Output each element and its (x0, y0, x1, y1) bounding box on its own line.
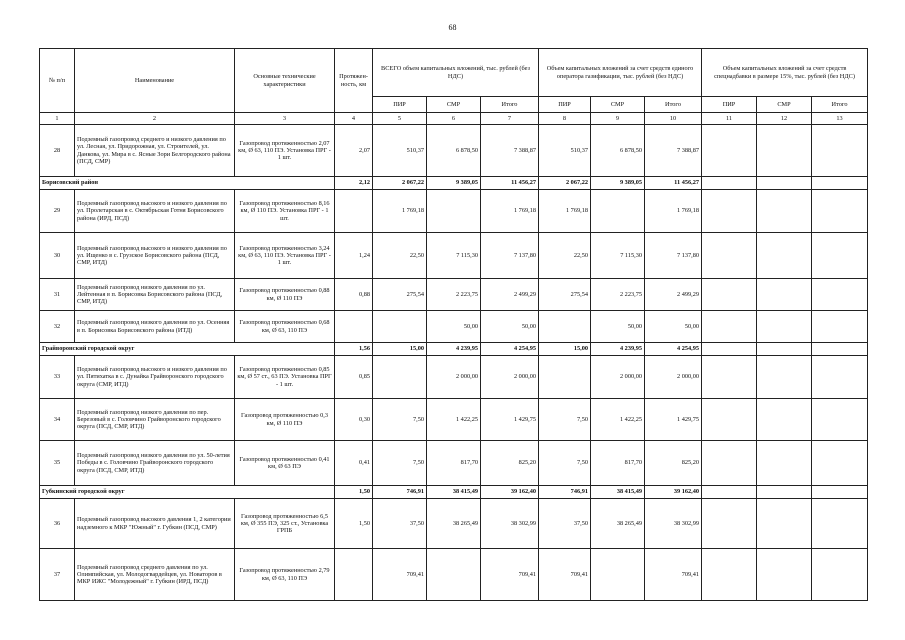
operator-smr: 50,00 (591, 311, 645, 343)
empty-cell (757, 190, 812, 233)
total-smr: 1 422,25 (427, 399, 481, 441)
header-operator-group: Объем капитальных вложений за счет средств единого оператора газификации, тыс. рублей (без НДС) (539, 49, 702, 97)
empty-cell (757, 399, 812, 441)
empty-cell (757, 499, 812, 549)
empty-cell (812, 279, 868, 311)
total-smr (427, 549, 481, 601)
investment-table (39, 48, 868, 601)
total-sum: 1 429,75 (481, 399, 539, 441)
total-pir: 1 769,18 (373, 190, 427, 233)
row-number: 36 (40, 499, 75, 549)
row-number: 32 (40, 311, 75, 343)
total-smr: 9 389,05 (427, 177, 481, 190)
operator-smr (591, 549, 645, 601)
total-pir: 2 067,22 (373, 177, 427, 190)
total-pir: 7,50 (373, 399, 427, 441)
operator-smr: 817,70 (591, 441, 645, 486)
tech-characteristics: Газопровод протяженностью 0,41 км, Ø 63 ПЭ (235, 441, 335, 486)
object-name: Подземный газопровод низкого давления по ул. 50-летия Победы в с. Головчино Грайворонского городского округа (ПСД, СМР, ИТД) (75, 441, 235, 486)
object-name: Подземный газопровод среднего и низкого давления по ул. Лесная, ул. Придорожная, ул. Строителей, ул. Данкова, ул. Мира в с. Ясные Зори Белгородского района (ПСД, СМР) (75, 125, 235, 177)
operator-sum: 825,20 (645, 441, 702, 486)
table-row (40, 233, 868, 279)
header-smr: СМР (427, 97, 481, 113)
empty-cell (757, 441, 812, 486)
total-sum: 1 769,18 (481, 190, 539, 233)
empty-cell (702, 190, 757, 233)
header-pir: ПИР (539, 97, 591, 113)
operator-sum: 7 388,87 (645, 125, 702, 177)
total-smr: 817,70 (427, 441, 481, 486)
empty-cell (702, 549, 757, 601)
length-km: 0,88 (335, 279, 373, 311)
column-number: 7 (481, 113, 539, 125)
empty-cell (757, 549, 812, 601)
length-km: 1,50 (335, 486, 373, 499)
length-km: 1,50 (335, 499, 373, 549)
object-name: Подземный газопровод низкого давления по ул. Осенняя в п. Борисовка Борисовского района (ИТД) (75, 311, 235, 343)
table-row (40, 499, 868, 549)
empty-cell (702, 356, 757, 399)
length-km: 2,07 (335, 125, 373, 177)
total-smr (427, 190, 481, 233)
header-tech: Основные технические характеристики (235, 49, 335, 113)
section-name: Грайворонский городской округ (40, 343, 335, 356)
operator-pir: 709,41 (539, 549, 591, 601)
empty-cell (702, 233, 757, 279)
empty-cell (812, 499, 868, 549)
empty-cell (757, 356, 812, 399)
empty-cell (757, 311, 812, 343)
tech-characteristics: Газопровод протяженностью 2,79 км, Ø 63, 110 ПЭ (235, 549, 335, 601)
total-pir: 7,50 (373, 441, 427, 486)
table-row (40, 311, 868, 343)
operator-sum: 2 000,00 (645, 356, 702, 399)
total-smr: 6 878,50 (427, 125, 481, 177)
table-row (40, 441, 868, 486)
operator-smr: 38 265,49 (591, 499, 645, 549)
length-km: 1,56 (335, 343, 373, 356)
row-number: 31 (40, 279, 75, 311)
tech-characteristics: Газопровод протяженностью 0,88 км, Ø 110 ПЭ (235, 279, 335, 311)
section-name: Губкинский городской округ (40, 486, 335, 499)
empty-cell (812, 399, 868, 441)
row-number: 37 (40, 549, 75, 601)
header-name: Наименование (75, 49, 235, 113)
operator-smr: 2 223,75 (591, 279, 645, 311)
empty-cell (702, 177, 757, 190)
header-smr: СМР (757, 97, 812, 113)
total-sum: 7 137,80 (481, 233, 539, 279)
column-number: 1 (40, 113, 75, 125)
empty-cell (702, 499, 757, 549)
operator-pir: 7,50 (539, 441, 591, 486)
total-pir: 709,41 (373, 549, 427, 601)
operator-pir: 510,37 (539, 125, 591, 177)
column-number: 13 (812, 113, 868, 125)
table-row (40, 279, 868, 311)
empty-cell (812, 190, 868, 233)
operator-pir: 15,00 (539, 343, 591, 356)
operator-sum: 709,41 (645, 549, 702, 601)
page-number: 68 (448, 23, 457, 32)
column-number: 11 (702, 113, 757, 125)
operator-smr: 1 422,25 (591, 399, 645, 441)
table-row (40, 549, 868, 601)
operator-sum: 1 429,75 (645, 399, 702, 441)
empty-cell (702, 311, 757, 343)
tech-characteristics: Газопровод протяженностью 8,16 км, Ø 110 ПЭ. Установка ПРГ - 1 шт. (235, 190, 335, 233)
column-number: 10 (645, 113, 702, 125)
tech-characteristics: Газопровод протяженностью 6,5 км, Ø 355 ПЭ, 325 ст., Установка ГРПБ (235, 499, 335, 549)
table-row (40, 125, 868, 177)
row-number: 30 (40, 233, 75, 279)
table-body (40, 125, 868, 601)
operator-sum: 38 302,99 (645, 499, 702, 549)
empty-cell (702, 399, 757, 441)
column-number: 5 (373, 113, 427, 125)
total-sum: 4 254,95 (481, 343, 539, 356)
header-total: Итого (812, 97, 868, 113)
column-number: 8 (539, 113, 591, 125)
total-sum: 39 162,40 (481, 486, 539, 499)
empty-cell (812, 177, 868, 190)
object-name: Подземный газопровод среднего давления по ул. Олимпийская, ул. Молодогвардейцев, ул. Новаторов в МКР ИЖС "Молодежный" г. Губкин (ИРД, ПСД) (75, 549, 235, 601)
row-number: 34 (40, 399, 75, 441)
total-smr: 4 239,95 (427, 343, 481, 356)
operator-pir: 275,54 (539, 279, 591, 311)
operator-pir (539, 311, 591, 343)
section-row (40, 486, 868, 499)
total-sum: 11 456,27 (481, 177, 539, 190)
object-name: Подземный газопровод низкого давления по ул. Лейтенная в п. Борисовка Борисовского района (ПСД, СМР, ИТД) (75, 279, 235, 311)
length-km (335, 549, 373, 601)
empty-cell (812, 125, 868, 177)
total-sum: 2 000,00 (481, 356, 539, 399)
operator-pir (539, 356, 591, 399)
operator-sum: 11 456,27 (645, 177, 702, 190)
empty-cell (757, 343, 812, 356)
column-number: 3 (235, 113, 335, 125)
length-km: 0,41 (335, 441, 373, 486)
operator-smr: 9 389,05 (591, 177, 645, 190)
header-smr: СМР (591, 97, 645, 113)
total-smr: 2 000,00 (427, 356, 481, 399)
total-smr: 50,00 (427, 311, 481, 343)
operator-sum: 2 499,29 (645, 279, 702, 311)
table-row (40, 356, 868, 399)
empty-cell (812, 549, 868, 601)
column-number: 4 (335, 113, 373, 125)
column-number: 2 (75, 113, 235, 125)
operator-smr: 7 115,30 (591, 233, 645, 279)
operator-sum: 39 162,40 (645, 486, 702, 499)
total-sum: 7 388,87 (481, 125, 539, 177)
header-no: № п/п (40, 49, 75, 113)
tech-characteristics: Газопровод протяженностью 0,85 км, Ø 57 ст., 63 ПЭ. Установка ПРГ - 1 шт. (235, 356, 335, 399)
row-number: 29 (40, 190, 75, 233)
empty-cell (702, 441, 757, 486)
header-pir: ПИР (702, 97, 757, 113)
length-km: 2,12 (335, 177, 373, 190)
object-name: Подземный газопровод низкого давления по пер. Березовый в с. Головчино Грайворонского городского округа (ПСД, СМР, ИТД) (75, 399, 235, 441)
operator-pir: 746,91 (539, 486, 591, 499)
total-smr: 2 223,75 (427, 279, 481, 311)
operator-sum: 7 137,80 (645, 233, 702, 279)
total-sum: 825,20 (481, 441, 539, 486)
section-name: Борисовский район (40, 177, 335, 190)
column-number: 6 (427, 113, 481, 125)
object-name: Подземный газопровод высокого и низкого давления по ул. Пятихатка в с. Дунайка Грайворонского городского округа (СМР, ИТД) (75, 356, 235, 399)
operator-smr: 38 415,49 (591, 486, 645, 499)
total-pir: 15,00 (373, 343, 427, 356)
total-pir: 37,50 (373, 499, 427, 549)
length-km: 0,85 (335, 356, 373, 399)
column-number: 12 (757, 113, 812, 125)
total-sum: 2 499,29 (481, 279, 539, 311)
empty-cell (757, 125, 812, 177)
total-pir (373, 311, 427, 343)
row-number: 35 (40, 441, 75, 486)
operator-sum: 50,00 (645, 311, 702, 343)
total-sum: 709,41 (481, 549, 539, 601)
section-row (40, 343, 868, 356)
empty-cell (702, 486, 757, 499)
empty-cell (812, 356, 868, 399)
total-pir (373, 356, 427, 399)
header-pir: ПИР (373, 97, 427, 113)
empty-cell (757, 279, 812, 311)
total-smr: 38 415,49 (427, 486, 481, 499)
empty-cell (812, 311, 868, 343)
tech-characteristics: Газопровод протяженностью 0,3 км, Ø 110 ПЭ (235, 399, 335, 441)
header-total-group: ВСЕГО объем капитальных вложений, тыс. рублей (без НДС) (373, 49, 539, 97)
operator-smr: 2 000,00 (591, 356, 645, 399)
total-pir: 275,54 (373, 279, 427, 311)
length-km: 0,30 (335, 399, 373, 441)
operator-pir: 7,50 (539, 399, 591, 441)
length-km: 1,24 (335, 233, 373, 279)
total-smr: 7 115,30 (427, 233, 481, 279)
operator-pir: 22,50 (539, 233, 591, 279)
section-row (40, 177, 868, 190)
empty-cell (812, 486, 868, 499)
row-number: 33 (40, 356, 75, 399)
operator-pir: 37,50 (539, 499, 591, 549)
object-name: Подземный газопровод высокого и низкого давления по ул. Ищенко в с. Грузское Борисовского района (ПСД, СМР, ИТД) (75, 233, 235, 279)
operator-smr (591, 190, 645, 233)
header-surcharge-group: Объем капитальных вложений за счет средств спецнадбавки в размере 15%, тыс. рублей (без НДС) (702, 49, 868, 97)
empty-cell (702, 343, 757, 356)
empty-cell (812, 233, 868, 279)
table-row (40, 190, 868, 233)
table-row (40, 399, 868, 441)
empty-cell (757, 233, 812, 279)
total-smr: 38 265,49 (427, 499, 481, 549)
tech-characteristics: Газопровод протяженностью 2,07 км, Ø 63, 110 ПЭ. Установка ПРГ - 1 шт. (235, 125, 335, 177)
header-length: Протяжен-ность, км (335, 49, 373, 113)
empty-cell (757, 177, 812, 190)
object-name: Подземный газопровод высокого и низкого давления по ул. Пролетарская в с. Октябрьская Готня Борисовского района (ИРД, ПСД) (75, 190, 235, 233)
operator-pir: 2 067,22 (539, 177, 591, 190)
total-pir: 746,91 (373, 486, 427, 499)
length-km (335, 190, 373, 233)
tech-characteristics: Газопровод протяженностью 0,68 км, Ø 63, 110 ПЭ (235, 311, 335, 343)
length-km (335, 311, 373, 343)
operator-sum: 1 769,18 (645, 190, 702, 233)
total-sum: 38 302,99 (481, 499, 539, 549)
total-pir: 22,50 (373, 233, 427, 279)
empty-cell (812, 441, 868, 486)
tech-characteristics: Газопровод протяженностью 3,24 км, Ø 63, 110 ПЭ. Установка ПРГ - 1 шт. (235, 233, 335, 279)
object-name: Подземный газопровод высокого давления 1, 2 категории надземного к МКР "Южный" г. Губкин (ПСД, СМР) (75, 499, 235, 549)
empty-cell (702, 125, 757, 177)
empty-cell (702, 279, 757, 311)
total-pir: 510,37 (373, 125, 427, 177)
operator-smr: 6 878,50 (591, 125, 645, 177)
operator-sum: 4 254,95 (645, 343, 702, 356)
row-number: 28 (40, 125, 75, 177)
total-sum: 50,00 (481, 311, 539, 343)
operator-smr: 4 239,95 (591, 343, 645, 356)
column-number: 9 (591, 113, 645, 125)
empty-cell (812, 343, 868, 356)
header-total: Итого (645, 97, 702, 113)
operator-pir: 1 769,18 (539, 190, 591, 233)
header-total: Итого (481, 97, 539, 113)
empty-cell (757, 486, 812, 499)
